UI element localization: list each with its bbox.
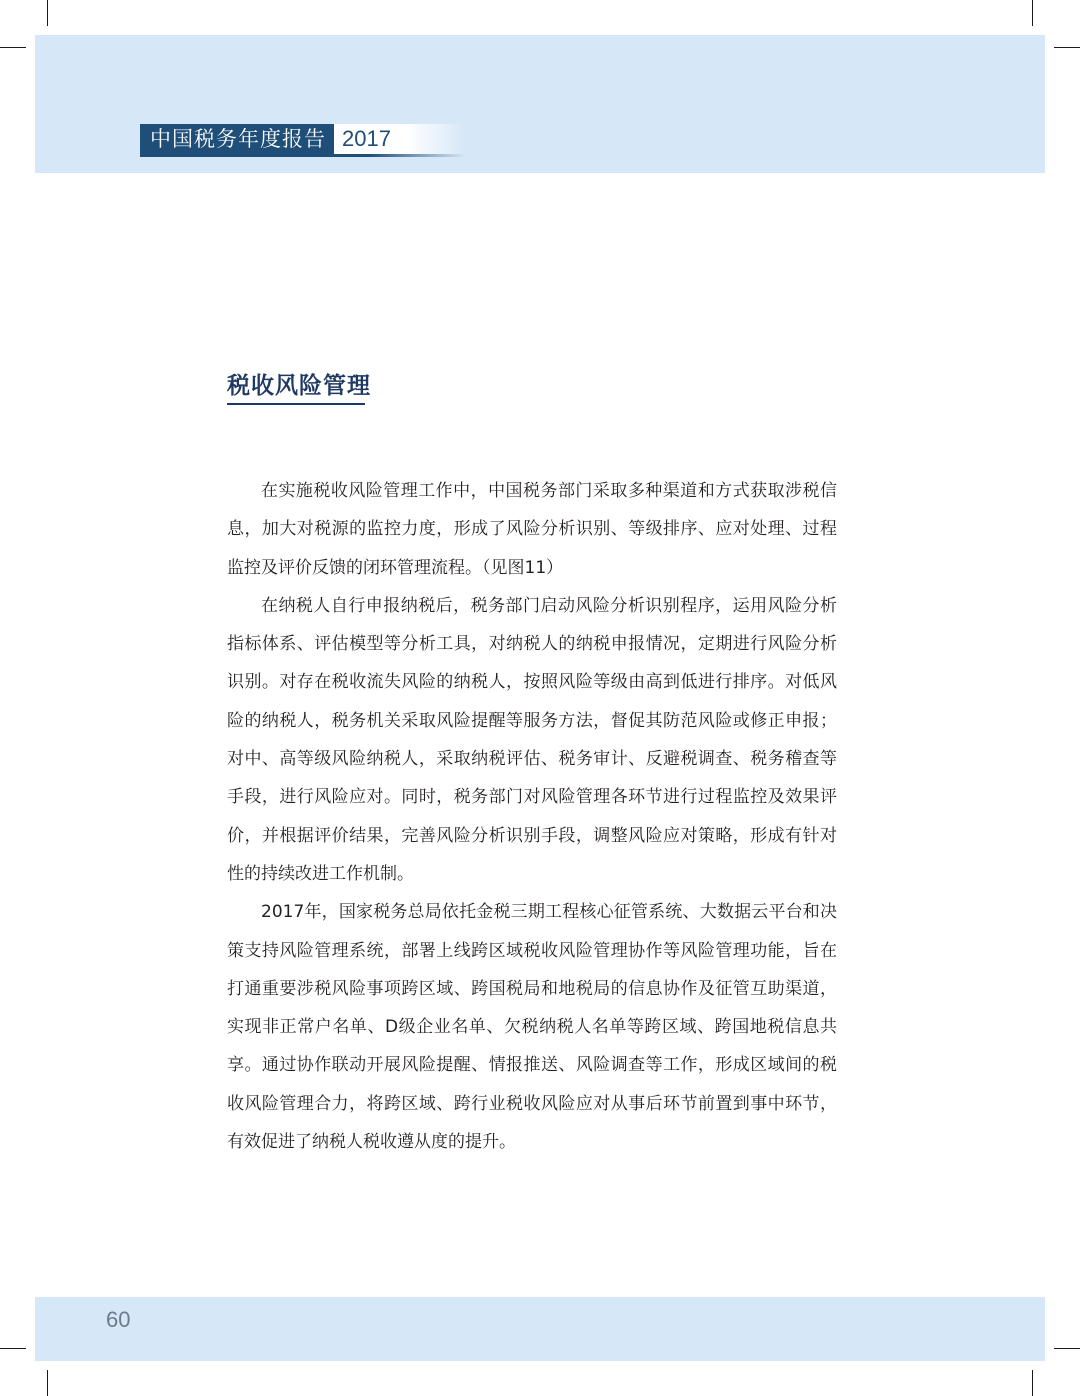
paragraph: 2017年，国家税务总局依托金税三期工程核心征管系统、大数据云平台和决策支持风险管理系统，部署上线跨区域税收风险管理协作等风险管理功能，旨在打通重要涉税风险事项跨区域、跨国税局和地税局的信息协作及征管互助渠道，实现非正常户名单、D级企业名单、欠税纳税人名单等跨区域、跨国地税信息共享。通过协作联动开展风险提醒、情报推送、风险调查等工作，形成区域间的税收风险管理合力，将跨区域、跨行业税收风险应对从事后环节前置到事中环节，有效促进了纳税人税收遵从度的提升。 [227, 902, 837, 1153]
footer-band [35, 1297, 1045, 1361]
paragraph: 在纳税人自行申报纳税后，税务部门启动风险分析识别程序，运用风险分析指标体系、评估模型等分析工具，对纳税人的纳税申报情况，定期进行风险分析识别。对存在税收流失风险的纳税人，按照风险等级由高到低进行排序。对低风险的纳税人，税务机关采取风险提醒等服务方法，督促其防范风险或修正申报；对中、高等级风险纳税人，采取纳税评估、税务审计、反避税调查、税务稽查等手段，进行风险应对。同时，税务部门对风险管理各环节进行过程监控及效果评价，并根据评价结果，完善风险分析识别手段，调整风险应对策略，形成有针对性的持续改进工作机制。 [227, 595, 837, 884]
crop-mark [1054, 47, 1080, 48]
section-title-underline [227, 403, 365, 405]
page-number: 60 [106, 1307, 131, 1332]
report-tag [140, 124, 466, 154]
crop-mark [47, 0, 48, 26]
crop-mark [1032, 0, 1033, 26]
crop-mark [47, 1370, 48, 1396]
paragraph: 在实施税收风险管理工作中，中国税务部门采取多种渠道和方式获取涉税信息，加大对税源的监控力度，形成了风险分析识别、等级排序、应对处理、过程监控及评价反馈的闭环管理流程。（见图11） [227, 481, 837, 578]
report-tag-underline [140, 154, 466, 157]
report-year: 2017 [342, 126, 391, 151]
crop-mark [0, 47, 26, 48]
report-title: 中国税务年度报告 [140, 124, 334, 154]
crop-mark [1032, 1370, 1033, 1396]
report-year-box [334, 124, 466, 154]
body-text [227, 472, 837, 1161]
crop-mark [0, 1348, 26, 1349]
section-title: 税收风险管理 [227, 373, 371, 399]
crop-mark [1054, 1348, 1080, 1349]
